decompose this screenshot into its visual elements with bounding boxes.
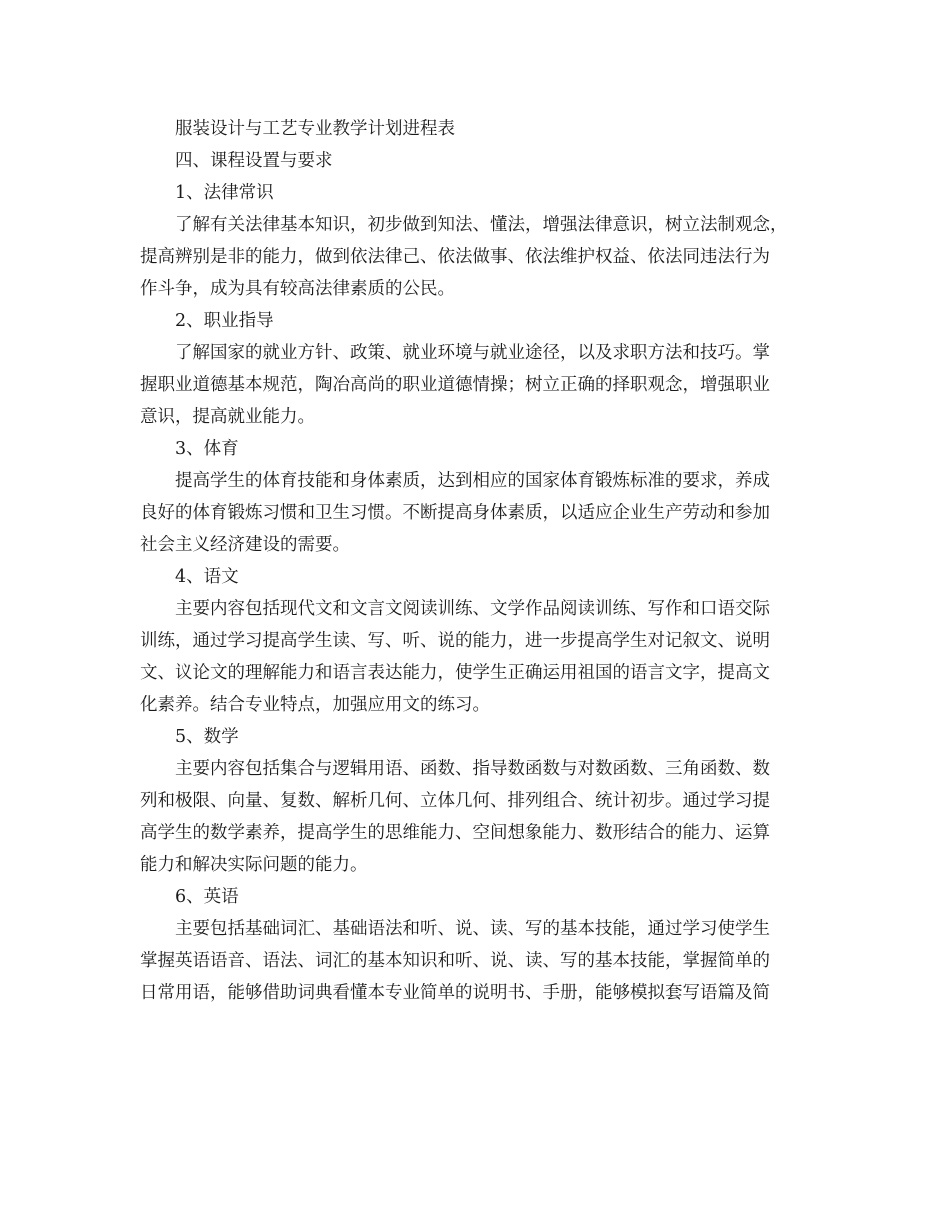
course-paragraph-english	[140, 913, 820, 1009]
paragraph-line: 主要包括基础词汇、基础语法和听、说、读、写的基本技能，通过学习使学生	[175, 919, 770, 939]
paragraph-line: 化素养。结合专业特点，加强应用文的练习。	[140, 695, 490, 715]
paragraph-line: 高学生的数学素养，提高学生的思维能力、空间想象能力、数形结合的能力、运算	[140, 823, 770, 843]
course-paragraph-chinese	[140, 593, 820, 721]
paragraph-line: 文、议论文的理解能力和语言表达能力，使学生正确运用祖国的语言文字，提高文	[140, 663, 770, 683]
course-paragraph-pe	[140, 465, 820, 561]
course-paragraph-career	[140, 337, 820, 433]
paragraph-line: 意识，提高就业能力。	[140, 407, 315, 427]
paragraph-line: 训练，通过学习提高学生读、写、听、说的能力，进一步提高学生对记叙文、说明	[140, 631, 770, 651]
paragraph-line: 了解有关法律基本知识，初步做到知法、懂法，增强法律意识，树立法制观念，	[175, 215, 788, 235]
paragraph-line: 提高学生的体育技能和身体素质，达到相应的国家体育锻炼标准的要求，养成	[175, 471, 770, 491]
course-heading-math: 5、数学	[175, 727, 239, 747]
document-title: 服装设计与工艺专业教学计划进程表	[175, 119, 455, 139]
paragraph-line: 社会主义经济建设的需要。	[140, 535, 350, 555]
paragraph-line: 了解国家的就业方针、政策、就业环境与就业途径，以及求职方法和技巧。掌	[175, 343, 770, 363]
paragraph-line: 握职业道德基本规范，陶冶高尚的职业道德情操；树立正确的择职观念，增强职业	[140, 375, 770, 395]
paragraph-line: 掌握英语语音、语法、词汇的基本知识和听、说、读、写的基本技能，掌握简单的	[140, 951, 770, 971]
section-heading: 四、课程设置与要求	[175, 151, 333, 171]
course-heading-law: 1、法律常识	[175, 183, 274, 203]
paragraph-line: 主要内容包括集合与逻辑用语、函数、指导数函数与对数函数、三角函数、数	[175, 759, 770, 779]
course-paragraph-law	[140, 209, 820, 305]
paragraph-line: 提高辨别是非的能力，做到依法律己、依法做事、依法维护权益、依法同违法行为	[140, 247, 770, 267]
paragraph-line: 主要内容包括现代文和文言文阅读训练、文学作品阅读训练、写作和口语交际	[175, 599, 770, 619]
paragraph-line: 良好的体育锻炼习惯和卫生习惯。不断提高身体素质，以适应企业生产劳动和参加	[140, 503, 770, 523]
course-heading-chinese: 4、语文	[175, 567, 239, 587]
document-body	[140, 113, 820, 1009]
course-heading-pe: 3、体育	[175, 439, 239, 459]
paragraph-line: 作斗争，成为具有较高法律素质的公民。	[140, 279, 455, 299]
paragraph-line: 能力和解决实际问题的能力。	[140, 855, 368, 875]
course-heading-career: 2、职业指导	[175, 311, 274, 331]
course-paragraph-math	[140, 753, 820, 881]
paragraph-line: 日常用语，能够借助词典看懂本专业简单的说明书、手册，能够模拟套写语篇及简	[140, 983, 770, 1003]
course-heading-english: 6、英语	[175, 887, 239, 907]
paragraph-line: 列和极限、向量、复数、解析几何、立体几何、排列组合、统计初步。通过学习提	[140, 791, 770, 811]
